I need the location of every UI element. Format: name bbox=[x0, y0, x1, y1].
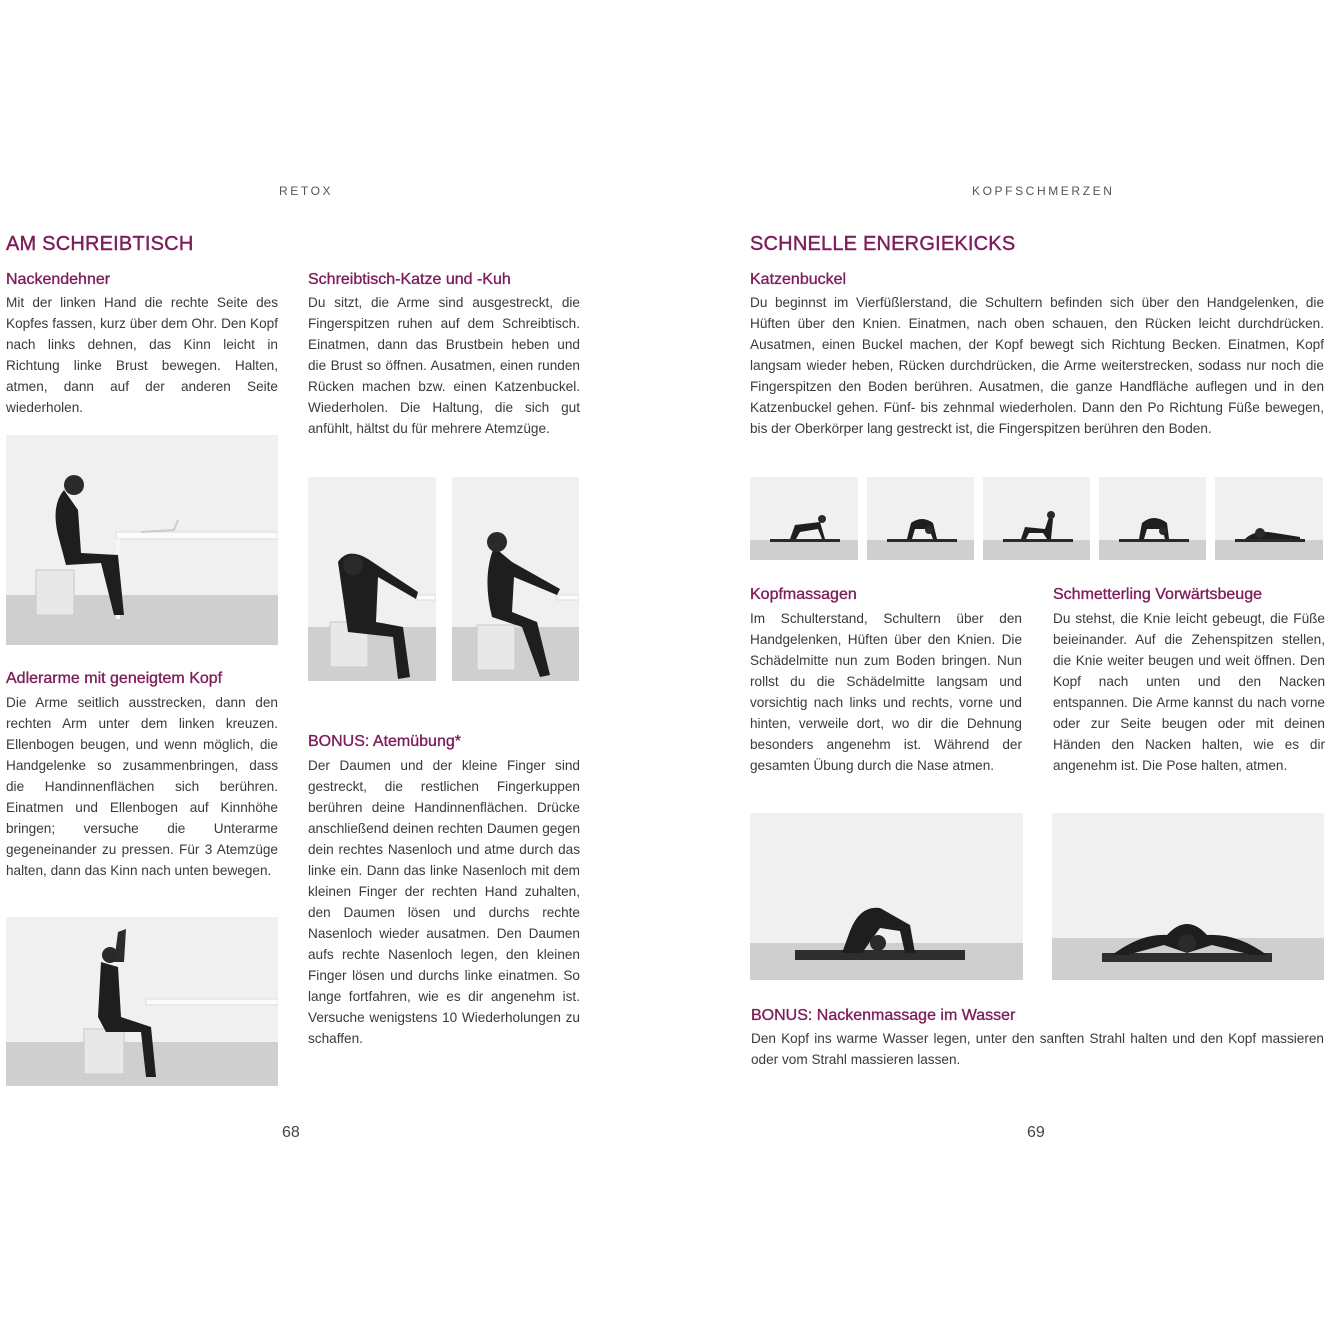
text-adlerarme: Die Arme seitlich ausstrecken, dann den rechten Arm unter dem linken kreuzen. Ellenbogen beugen, und wenn möglich, die Handgelenke so zusammenbringen, dass die Handinnenflächen sich berühren. Einatmen und Ellenbogen auf Kinnhöhe bringen; versuche die Unterarme gegeneinander zu pressen. Für 3 Atemzüge halten, dann das Kinn nach unten bewegen. bbox=[6, 695, 278, 878]
photo-cat-step-2 bbox=[867, 477, 974, 560]
text-katze-kuh: Du sitzt, die Arme sind ausgestreckt, die Fingerspitzen ruhen auf dem Schreibtisch. Einatmen, dann das Brustbein heben und die Brust so öffnen. Ausatmen, einen runden Rücken machen bzw. einen Katzenbuckel. Wiederholen. Die Haltung, die sich gut anfühlt, hältst du für mehrere Atemzüge. bbox=[308, 295, 580, 436]
photo-butterfly-fold bbox=[1052, 813, 1324, 980]
heading-nackendehner: Nackendehner bbox=[6, 271, 111, 288]
photo-cat-step-3 bbox=[983, 477, 1090, 560]
photo-cat-step-4 bbox=[1099, 477, 1206, 560]
heading-bonus-nacken: BONUS: Nackenmassage im Wasser bbox=[751, 1007, 1016, 1024]
running-head-left: RETOX bbox=[279, 184, 334, 198]
text-schmetterling: Du stehst, die Knie leicht gebeugt, die Füße beieinander. Auf die Zehenspitzen stellen, die Knie weiter beugen und weit öffnen. Den Kopf nach unten und den Nacken entspannen. Die Arme kannst du nach vorne oder zur Seite beugen oder mit deinen Händen den Nacken halten, wie es dir angenehm ist. Die Pose halten, atmen. bbox=[1053, 611, 1325, 773]
running-head-right: KOPFSCHMERZEN bbox=[972, 184, 1115, 198]
photo-eagle-arms bbox=[6, 917, 278, 1086]
page-number-right: 69 bbox=[1027, 1124, 1045, 1141]
photo-desk-cow bbox=[452, 477, 579, 681]
section-title-right: SCHNELLE ENERGIEKICKS bbox=[750, 233, 1016, 255]
heading-adlerarme: Adlerarme mit geneigtem Kopf bbox=[6, 670, 223, 687]
text-nackendehner: Mit der linken Hand die rechte Seite des Kopfes fassen, kurz über dem Ohr. Den Kopf nach links dehnen, das Kinn leicht in Richtung linke Brust bewegen. Halten, atmen, dann auf der anderen Seite wiederholen. bbox=[6, 295, 278, 415]
text-bonus-atem: Der Daumen und der kleine Finger sind gestreckt, die restlichen Fingerkuppen berühren deine Handinnenflächen. Drücke anschließend deinen rechten Daumen gegen dein rechtes Nasenloch und atme durch das linke ein. Dann das linke Nasenloch mit dem kleinen Finger der rechten Hand zuhalten, den Daumen lösen und durchs rechte Nasenloch wieder ausatmen. Den Daumen aufs rechte Nasenloch legen, den kleinen Finger lösen und durchs linke einatmen. So lange fortfahren, wie es dir angenehm ist. Versuche wenigstens 10 Wiederholungen zu schaffen. bbox=[308, 758, 580, 1046]
text-bonus-nacken: Den Kopf ins warme Wasser legen, unter den sanften Strahl halten und den Kopf massieren oder vom Strahl massieren lassen. bbox=[751, 1031, 1324, 1067]
heading-katze-kuh: Schreibtisch-Katze und -Kuh bbox=[308, 271, 511, 288]
photo-cat-step-5 bbox=[1215, 477, 1323, 560]
photo-neck-stretch bbox=[6, 435, 278, 645]
heading-schmetterling: Schmetterling Vorwärtsbeuge bbox=[1053, 586, 1262, 603]
heading-kopfmassagen: Kopfmassagen bbox=[750, 586, 857, 603]
heading-katzenbuckel: Katzenbuckel bbox=[750, 271, 847, 288]
photo-head-massage bbox=[750, 813, 1023, 980]
text-kopfmassagen: Im Schulterstand, Schultern über den Handgelenken, Hüften über den Knien. Die Schädelmitte nun zum Boden bringen. Nun rollst du die Schädelmitte langsam und vorsichtig nach links und rechts, vorne und hinten, verweile dort, wo dir die Dehnung besonders angenehm ist. Während der gesamten Übung durch die Nase atmen. bbox=[750, 611, 1022, 773]
heading-bonus-atem: BONUS: Atemübung* bbox=[308, 733, 461, 750]
text-katzenbuckel: Du beginnst im Vierfüßlerstand, die Schultern befinden sich über den Handgelenken, die Hüften über den Knien. Einatmen, nach oben schauen, den Rücken leicht durchdrücken. Ausatmen, einen Buckel machen, der Kopf bewegt sich Richtung Becken. Einatmen, Kopf langsam wieder heben, Rücken durchdrücken, die Arme weiterstrecken, sodass nur noch die Fingerspitzen den Boden berühren. Ausatmen, die ganze Handfläche auflegen und in den Katzenbuckel gehen. Fünf- bis zehnmal wiederholen. Dann den Po Richtung Füße bewegen, bis der Oberkörper lang gestreckt ist, die Fingerspitzen berühren den Boden. bbox=[750, 295, 1324, 436]
photo-cat-step-1 bbox=[750, 477, 858, 560]
photo-desk-cat bbox=[308, 477, 436, 681]
section-title-left: AM SCHREIBTISCH bbox=[6, 233, 194, 255]
page-number-left: 68 bbox=[282, 1124, 300, 1141]
